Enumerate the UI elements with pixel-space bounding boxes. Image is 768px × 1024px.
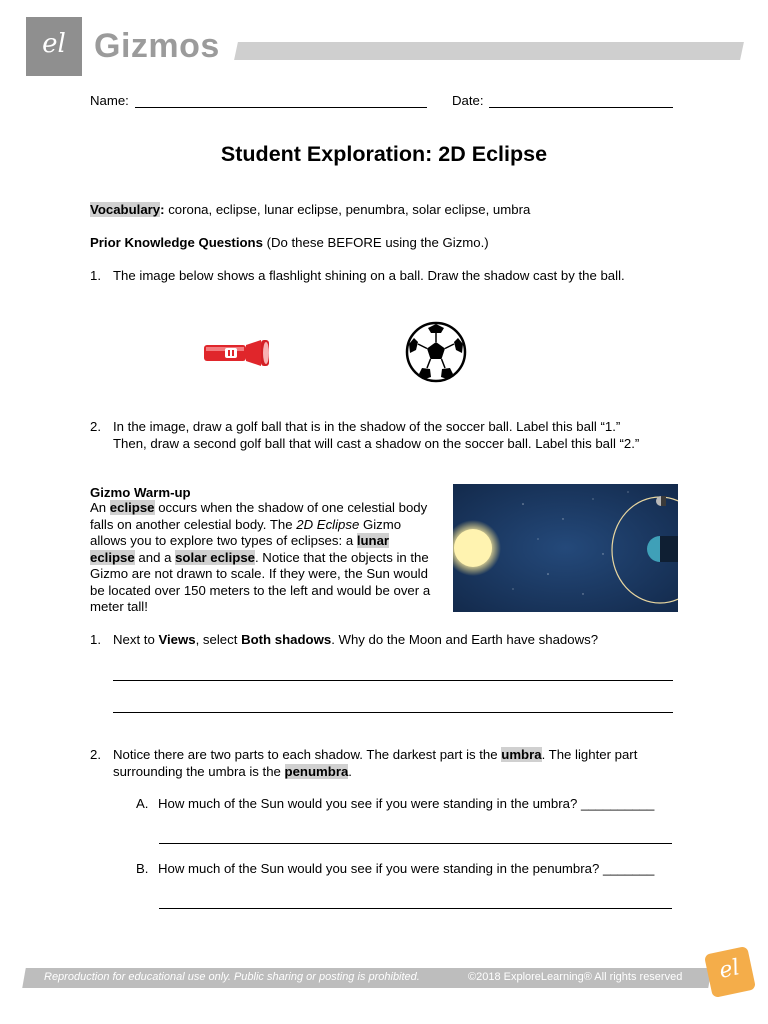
sub-question-b-text: How much of the Sun would you see if you were standing in the penumbra? _______ xyxy=(158,861,655,876)
warmup-q1-text-3: . Why do the Moon and Earth have shadows? xyxy=(331,632,599,647)
sub-question-a-text: How much of the Sun would you see if you were standing in the umbra? __________ xyxy=(158,796,655,811)
question-1-text: The image below shows a flashlight shining on a ball. Draw the shadow cast by the ball. xyxy=(113,268,625,283)
name-field[interactable] xyxy=(135,107,427,108)
warmup-q2-text xyxy=(113,747,678,780)
warmup-text-4: and a xyxy=(134,549,176,565)
footer-logo-text: el xyxy=(717,955,742,984)
footer-logo xyxy=(704,946,756,998)
vocabulary-colon: : xyxy=(160,202,165,217)
question-1-number: 1. xyxy=(90,268,101,283)
date-field[interactable] xyxy=(489,107,673,108)
explorelearning-logo xyxy=(26,17,82,76)
warmup-text-3: Gizmo allows you to explore two types of eclipses: a xyxy=(90,516,402,548)
sub-question-a-letter: A. xyxy=(136,796,149,811)
name-label: Name: xyxy=(90,93,129,108)
warmup-heading: Gizmo Warm-up xyxy=(90,485,191,500)
warmup-q2-text-2: . The lighter part surrounding the umbra is the xyxy=(113,747,638,779)
footer-copyright: ©2018 ExploreLearning® All rights reserved xyxy=(468,971,683,983)
brand-name: Gizmos xyxy=(94,27,220,65)
warmup-q1-text-1: Next to xyxy=(113,632,159,647)
term-eclipse: eclipse xyxy=(109,500,155,515)
warmup-q2-text-1: Notice there are two parts to each shadow. The darkest part is the xyxy=(113,747,502,762)
vocabulary-label: Vocabulary xyxy=(90,202,161,217)
question-2-line-2: Then, draw a second golf ball that will cast a shadow on the soccer ball. Label this ball “2.” xyxy=(113,436,640,451)
answer-line-q1-a[interactable] xyxy=(113,680,673,681)
views-label: Views xyxy=(158,632,196,647)
footer-disclaimer: Reproduction for educational use only. Public sharing or posting is prohibited. xyxy=(44,971,420,983)
warmup-paragraph xyxy=(90,500,432,616)
date-label: Date: xyxy=(452,93,484,108)
header-bar xyxy=(234,42,744,60)
logo-text: el xyxy=(42,29,66,59)
question-2-line-1: In the image, draw a golf ball that is in the shadow of the soccer ball. Label this ball “1.” xyxy=(113,419,621,434)
term-solar-eclipse: solar eclipse xyxy=(175,549,255,565)
soccer-ball-icon xyxy=(405,320,467,384)
warmup-q2-text-3: . xyxy=(348,763,352,779)
warmup-text-5: . Notice that the objects in the Gizmo are not drawn to scale. If they were, the Sun would be located over 150 meters to the left and would be over a meter tall! xyxy=(90,549,431,614)
answer-line-a[interactable] xyxy=(159,843,672,844)
term-umbra: umbra xyxy=(501,747,542,762)
warmup-q1-text xyxy=(113,632,598,649)
eclipse-gizmo-image xyxy=(453,484,678,612)
answer-line-b[interactable] xyxy=(159,908,672,909)
warmup-q2-number: 2. xyxy=(90,747,101,762)
answer-line-q1-b[interactable] xyxy=(113,712,673,713)
prior-knowledge-line xyxy=(90,235,489,252)
vocabulary-line xyxy=(90,202,530,219)
gizmo-name: 2D Eclipse xyxy=(296,516,360,532)
warmup-text-1: An xyxy=(90,500,110,515)
prior-knowledge-note: (Do these BEFORE using the Gizmo.) xyxy=(262,235,489,250)
term-penumbra: penumbra xyxy=(284,763,349,779)
vocabulary-terms: corona, eclipse, lunar eclipse, penumbra, solar eclipse, umbra xyxy=(164,202,531,217)
question-2-number: 2. xyxy=(90,419,101,434)
warmup-text-2: occurs when the shadow of one celestial body falls on another celestial body. The xyxy=(90,500,428,532)
sub-question-b-letter: B. xyxy=(136,861,149,876)
warmup-q1-text-2: , select xyxy=(195,632,242,647)
prior-knowledge-heading: Prior Knowledge Questions xyxy=(90,235,263,250)
page-title: Student Exploration: 2D Eclipse xyxy=(220,142,548,166)
flashlight-icon xyxy=(203,339,271,367)
term-lunar-eclipse: lunar eclipse xyxy=(90,533,390,565)
both-shadows-label: Both shadows xyxy=(241,632,332,647)
warmup-q1-number: 1. xyxy=(90,632,101,647)
